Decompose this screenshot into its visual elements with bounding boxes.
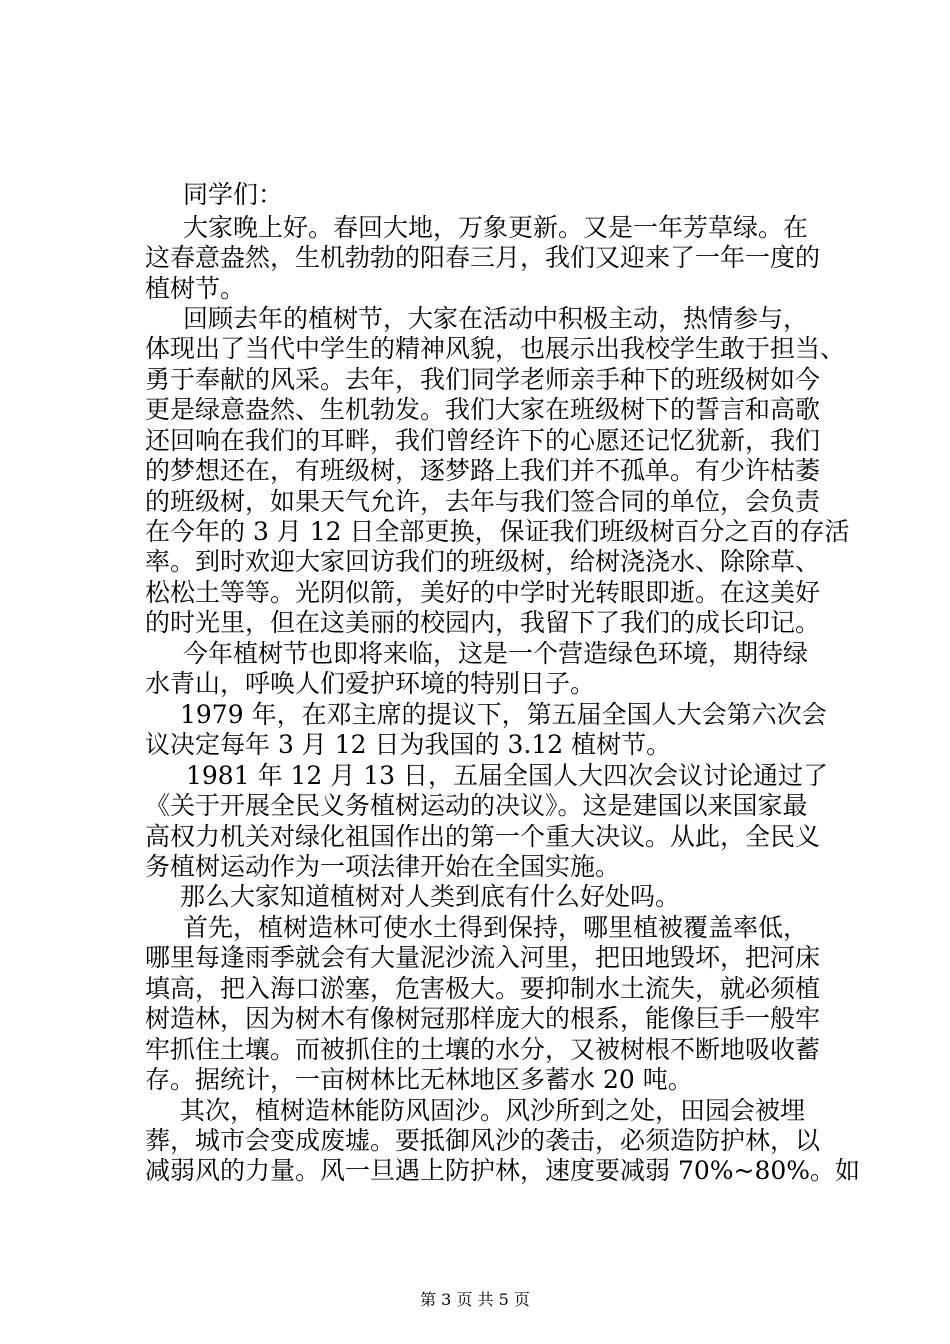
text-line: 植树节。	[145, 274, 246, 303]
text-line: 回顾去年的植树节，大家在活动中积极主动，热情参与，	[183, 304, 809, 333]
text-line: 水青山，呼唤人们爱护环境的特别日子。	[145, 669, 596, 698]
text-line: 勇于奉献的风采。去年，我们同学老师亲手种下的班级树如今	[145, 365, 821, 394]
text-line: 《关于开展全民义务植树运动的决议》。这是建国以来国家最	[145, 791, 808, 820]
text-line: 的梦想还在，有班级树，逐梦路上我们并不孤单。有少许枯萎	[145, 456, 821, 485]
text-line: 树造林，因为树木有像树冠那样庞大的根系，能像巨手一般牢	[145, 1004, 821, 1033]
page-number-footer: 第 3 页 共 5 页	[420, 1290, 530, 1309]
text-line: 1979 年，在邓主席的提议下，第五届全国人大会第六次会	[180, 700, 827, 729]
text-line: 松松土等等。光阴似箭，美好的中学时光转眼即逝。在这美好	[145, 578, 821, 607]
text-line: 今年植树节也即将来临，这是一个营造绿色环境，期待绿	[183, 639, 809, 668]
text-line: 体现出了当代中学生的精神风貌，也展示出我校学生敢于担当、	[145, 334, 846, 363]
text-line: 议决定每年 3 月 12 日为我国的 3.12 植树节。	[145, 730, 672, 759]
text-line: 填高，把入海口淤塞，危害极大。要抑制水土流失，就必须植	[145, 974, 821, 1003]
text-line: 1981 年 12 月 13 日，五届全国人大四次会议讨论通过了	[186, 761, 828, 790]
text-line: 首先，植树造林可使水土得到保持，哪里植被覆盖率低，	[183, 913, 809, 942]
text-line: 减弱风的力量。风一旦遇上防护林，速度要减弱 70%~80%。如	[145, 1156, 861, 1185]
text-line: 葬，城市会变成废墟。要抵御风沙的袭击，必须造防护林，以	[145, 1126, 821, 1155]
text-line: 这春意盎然，生机勃勃的阳春三月，我们又迎来了一年一度的	[145, 243, 821, 272]
text-line: 存。据统计，一亩树林比无林地区多蓄水 20 吨。	[145, 1065, 693, 1094]
text-line: 还回响在我们的耳畔，我们曾经许下的心愿还记忆犹新，我们	[145, 426, 821, 455]
text-line: 高权力机关对绿化祖国作出的第一个重大决议。从此，全民义	[145, 822, 821, 851]
text-line: 其次，植树造林能防风固沙。风沙所到之处，田园会被埋	[180, 1096, 806, 1125]
text-line: 哪里每逢雨季就会有大量泥沙流入河里，把田地毁坏，把河床	[145, 943, 821, 972]
text-line: 在今年的 3 月 12 日全部更换，保证我们班级树百分之百的存活	[145, 517, 850, 546]
text-line: 率。到时欢迎大家回访我们的班级树，给树浇浇水、除除草、	[145, 547, 821, 576]
text-line: 那么大家知道植树对人类到底有什么好处吗。	[180, 882, 681, 911]
text-line: 的班级树，如果天气允许，去年与我们签合同的单位，会负责	[145, 487, 821, 516]
text-line: 更是绿意盎然、生机勃发。我们大家在班级树下的誓言和高歌	[145, 395, 821, 424]
text-line: 同学们：	[183, 180, 284, 209]
text-line: 牢抓住土壤。而被抓住的土壤的水分，又被树根不断地吸收蓄	[145, 1035, 821, 1064]
text-line: 大家晚上好。春回大地，万象更新。又是一年芳草绿。在	[183, 213, 809, 242]
text-line: 的时光里，但在这美丽的校园内，我留下了我们的成长印记。	[145, 608, 821, 637]
text-line: 务植树运动作为一项法律开始在全国实施。	[145, 852, 621, 881]
